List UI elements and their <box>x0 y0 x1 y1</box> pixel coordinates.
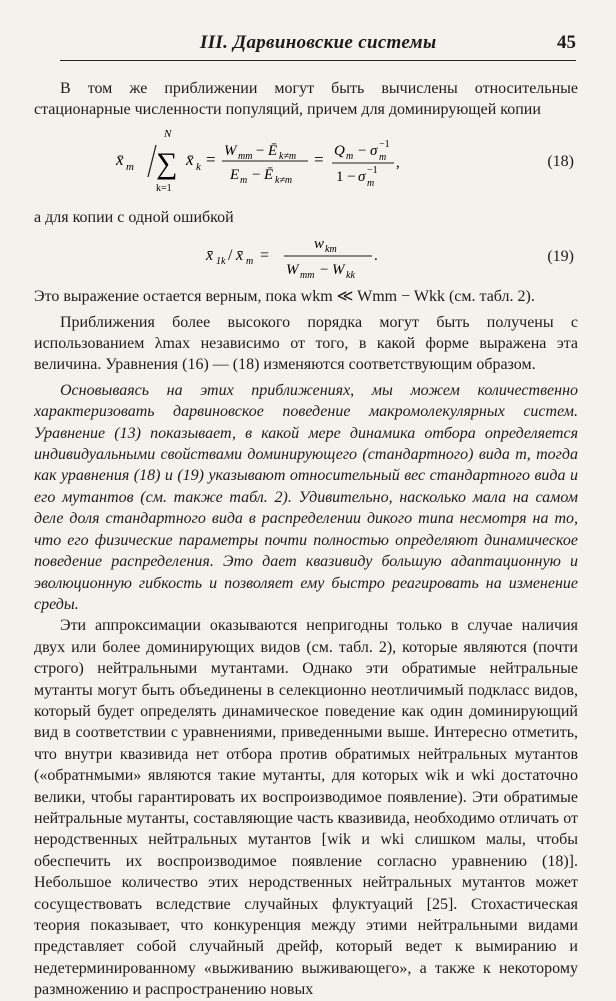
header-rule <box>60 60 576 61</box>
equation-18-formula <box>112 125 492 205</box>
svg-text:=: = <box>206 149 216 169</box>
equation-18 <box>34 121 578 207</box>
paragraph-4: Приближения более высокого порядка могут быть получены с использованием λmax независимо от того, в какой форме выражена эта величина. Уравнения (16) — (18) изменяются соответствующим образом. <box>34 313 578 374</box>
svg-text:k=1: k=1 <box>156 182 172 194</box>
svg-text:−1: −1 <box>367 164 378 176</box>
svg-text:σ: σ <box>358 168 366 185</box>
svg-text:−: − <box>320 262 329 279</box>
svg-text:−1: −1 <box>379 138 390 150</box>
svg-text:1k: 1k <box>216 256 226 268</box>
paragraph-1: В том же приближении могут быть вычислены относительные стационарные численности популяций, причем для доминирующей копии <box>34 80 578 119</box>
svg-text:−: − <box>358 142 367 159</box>
svg-text:Q: Q <box>334 142 345 159</box>
svg-text:km: km <box>325 244 337 256</box>
svg-text:N: N <box>164 127 172 140</box>
svg-text:m: m <box>367 177 375 189</box>
svg-text:m: m <box>379 151 387 163</box>
svg-text:E: E <box>230 166 240 183</box>
running-title: III. Дарвиновские системы <box>200 32 437 53</box>
svg-text:x̄: x̄ <box>186 149 194 169</box>
paragraph-5: Основываясь на этих приближениях, мы можем количественно характеризовать дарвиновское поведение макромолекулярных систем. Уравнение (13) показывает, в какой мере динамика отбора определяется индивидуальными свойствами доминирующего (стандартного) вида m, тогда как уравнения (18) и (19) указывают относительный вес стандартного вида и его мутантов (см. также табл. 2). Удивительно, насколько мала на самом деле доля стандартного вида в распределении дикого типа несмотря на то, что его физические параметры почти полностью определяют динамическое поведение распределения. Это дает квазивиду большую адаптационную и эволюционную гибкость и позволяет ему быстро реагировать на изменение среды. <box>34 381 578 613</box>
equation-19-number: (19) <box>547 248 574 266</box>
equation-19-formula <box>204 228 464 286</box>
svg-text:−: − <box>256 142 265 159</box>
svg-text:mm: mm <box>238 150 253 162</box>
svg-text:,: , <box>396 154 400 171</box>
svg-text:W: W <box>286 262 299 279</box>
svg-text:Ē: Ē <box>268 142 278 159</box>
svg-text:x̄: x̄ <box>206 247 214 265</box>
paragraph-3: Это выражение остается верным, пока wkm ≪ Wmm − Wkk (см. табл. 2). <box>34 288 535 306</box>
svg-text:m: m <box>240 174 248 186</box>
svg-text:k: k <box>196 160 201 173</box>
equation-18-number: (18) <box>547 152 574 170</box>
page-header <box>60 28 576 58</box>
svg-text:Ē: Ē <box>264 166 274 183</box>
svg-text:=: = <box>260 247 270 265</box>
svg-text:x̄: x̄ <box>116 149 124 169</box>
svg-text:kk: kk <box>346 270 355 282</box>
svg-text:x̄: x̄ <box>236 247 244 265</box>
page-number: 45 <box>557 32 576 53</box>
svg-text:m: m <box>246 256 254 268</box>
svg-text:1 −: 1 − <box>336 168 356 185</box>
svg-text:k≠m: k≠m <box>275 174 293 186</box>
svg-text:σ: σ <box>370 142 378 159</box>
svg-text:W: W <box>332 262 345 279</box>
svg-text:mm: mm <box>300 270 315 282</box>
svg-text:w: w <box>314 236 325 253</box>
svg-text:−: − <box>252 166 261 183</box>
page-body <box>34 78 578 1001</box>
paragraph-2: а для копии с одной ошибкой <box>34 208 234 226</box>
paragraph-6: Эти аппроксимации оказываются непригодны только в случае наличия двух или более доминирующих видов (см. табл. 2), которые являются (почти строго) нейтральными мутантами. Однако эти обратимые нейтральные мутанты могут быть объединены в селекционно неотличимый подкласс видов, который будет определять динамическое поведение как один доминирующий вид в соответствии с уравнениями, приведенными выше. Интересно отметить, что внутри квазивида нет отбора против обратимых нейтральных мутантов («обратнмыми» являются такие мутанты, для которых wik и wki достаточно велики, чтобы гарантировать их воспроизводимое появление). Эти обратимые нейтральные мутанты, составляющие часть квазивида, необходимо отличать от неродственных нейтральных мутантов [wik и wki слишком малы, чтобы обеспечить их воспроизводимое появление согласно уравнению (18)]. Небольшое количество этих неродственных нейтральных мутантов может сосуществовать вследствие случайных флуктуаций [25]. Стохастическая теория показывает, что конкуренция между этими нейтральными видами представляет собой случайный дрейф, который ведет к вымиранию и недетерминированному «выживанию выживающего», а также к некоторому размножению и распространению новых <box>34 617 578 999</box>
svg-text:/: / <box>228 247 233 265</box>
svg-text:m: m <box>126 160 134 173</box>
svg-text:∑: ∑ <box>156 146 178 180</box>
svg-text:k≠m: k≠m <box>279 150 297 162</box>
equation-19 <box>34 228 578 286</box>
svg-text:.: . <box>374 248 378 265</box>
svg-text:W: W <box>224 142 237 159</box>
svg-text:=: = <box>314 149 324 169</box>
svg-text:m: m <box>346 150 354 162</box>
